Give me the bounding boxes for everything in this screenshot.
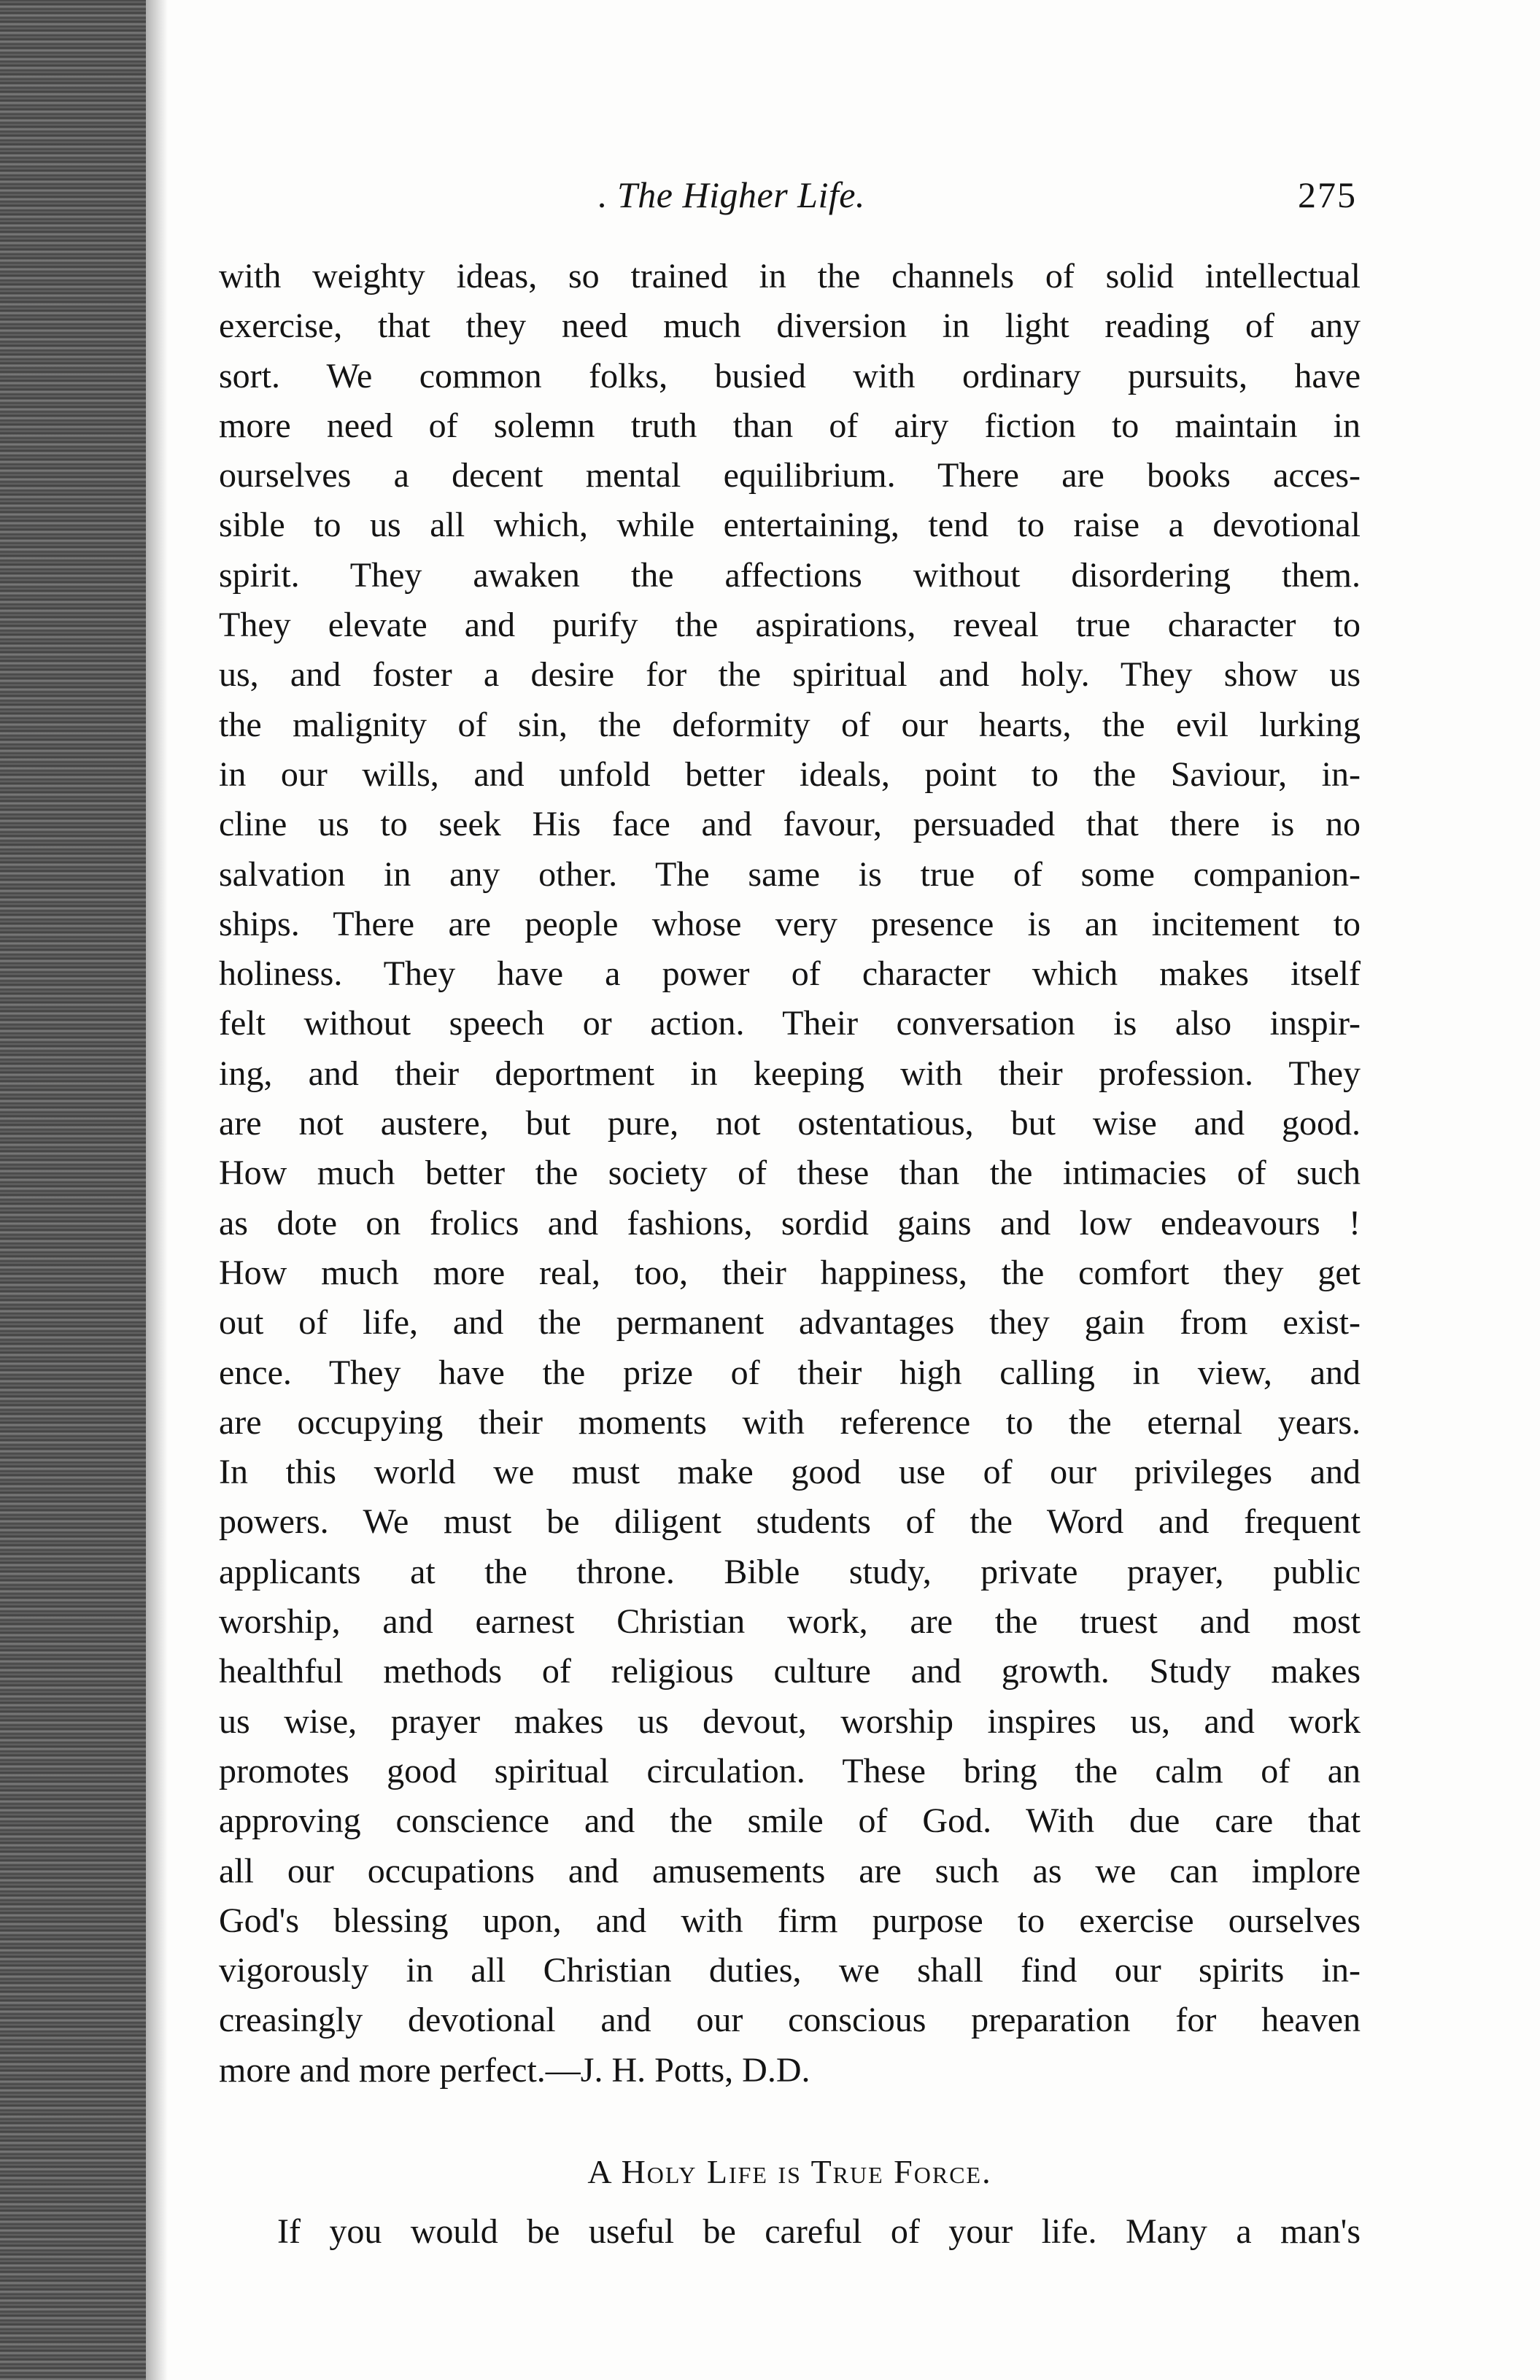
- text-line: healthful methods of religious culture and growth. Study makes: [219, 1652, 1361, 1691]
- text-line: They elevate and purify the aspirations, reveal true character to: [219, 606, 1361, 645]
- text-line: approving conscience and the smile of God. With due care that: [219, 1801, 1361, 1841]
- text-line: all our occupations and amusements are such as we can implore: [219, 1851, 1361, 1890]
- text-line: holiness. They have a power of character which makes itself: [219, 954, 1361, 994]
- text-line: In this world we must make good use of our privileges and: [219, 1453, 1361, 1492]
- text-line: exercise, that they need much diversion in light reading of any: [219, 306, 1361, 346]
- text-line: powers. We must be diligent students of the Word and frequent: [219, 1502, 1361, 1542]
- text-line: sort. We common folks, busied with ordinary pursuits, have: [219, 356, 1361, 395]
- section-heading: A Holy Life is True Force.: [587, 2153, 992, 2190]
- text-line: ships. There are people whose very presence is an incitement to: [219, 904, 1361, 943]
- binding-gutter-fade: [146, 0, 168, 2380]
- text-line-attribution: more and more perfect.—J. H. Potts, D.D.: [219, 2050, 810, 2090]
- text-line: are occupying their moments with reference to the eternal years.: [219, 1402, 1361, 1442]
- body-paragraph: [219, 252, 1361, 2095]
- text-line: with weighty ideas, so trained in the channels of solid intellectual: [219, 257, 1361, 295]
- text-line: cline us to seek His face and favour, persuaded that there is no: [219, 805, 1361, 844]
- text-line: in our wills, and unfold better ideals, point to the Saviour, in-: [219, 754, 1361, 794]
- text-line: us, and foster a desire for the spiritual and holy. They show us: [219, 655, 1361, 695]
- text-line: salvation in any other. The same is true of some companion-: [219, 854, 1361, 894]
- text-line: ence. They have the prize of their high calling in view, and: [219, 1353, 1361, 1392]
- text-line: God's blessing upon, and with firm purpose to exercise ourselves: [219, 1901, 1361, 1940]
- text-line: applicants at the throne. Bible study, private prayer, public: [219, 1552, 1361, 1591]
- text-line: promotes good spiritual circulation. These bring the calm of an: [219, 1751, 1361, 1790]
- text-line: How much better the society of these than the intimacies of such: [219, 1154, 1361, 1193]
- text-line: creasingly devotional and our conscious preparation for heaven: [219, 2001, 1361, 2040]
- text-line: sible to us all which, while entertaining, tend to raise a devotional: [219, 506, 1361, 545]
- running-head: [219, 168, 1357, 233]
- text-line: How much more real, too, their happiness, the comfort they get: [219, 1253, 1361, 1292]
- text-line: felt without speech or action. Their conversation is also inspir-: [219, 1004, 1361, 1043]
- text-line: are not austere, but pure, not ostentatious, but wise and good.: [219, 1104, 1361, 1143]
- text-line: more need of solemn truth than of airy fiction to maintain in: [219, 406, 1361, 445]
- text-line: vigorously in all Christian duties, we shall find our spirits in-: [219, 1951, 1361, 1990]
- text-line: ourselves a decent mental equilibrium. There are books acces-: [219, 456, 1361, 495]
- running-title: . The Higher Life.: [598, 174, 865, 215]
- text-line: worship, and earnest Christian work, are the truest and most: [219, 1602, 1361, 1642]
- binding-gutter-shadow: [0, 0, 146, 2380]
- text-line: the malignity of sin, the deformity of our hearts, the evil lurking: [219, 705, 1361, 744]
- text-line: ing, and their deportment in keeping with their profession. They: [219, 1054, 1361, 1093]
- section-first-line: If you would be useful be careful of your life. Many a man's: [277, 2212, 1361, 2251]
- text-line: as dote on frolics and fashions, sordid gains and low endeavours !: [219, 1203, 1361, 1243]
- page-number: 275: [1298, 174, 1357, 215]
- text-line: spirit. They awaken the affections without disordering them.: [219, 555, 1361, 595]
- text-line: us wise, prayer makes us devout, worship inspires us, and work: [219, 1701, 1361, 1741]
- text-line: out of life, and the permanent advantages they gain from exist-: [219, 1303, 1361, 1342]
